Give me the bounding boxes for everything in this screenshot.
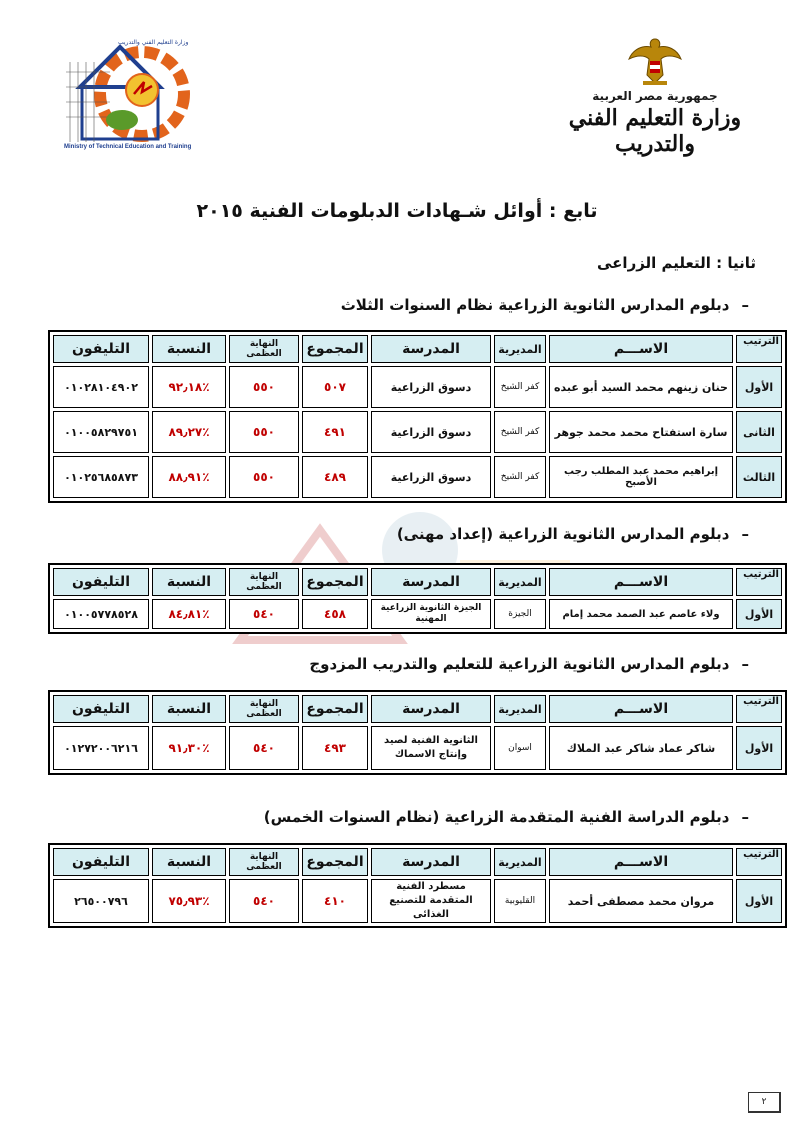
col-directorate: المديرية	[494, 335, 546, 363]
percent-cell: ٪٨٤٫٨١	[152, 599, 226, 629]
max-cell: ٥٤٠	[229, 879, 299, 923]
name-cell: مروان محمد مصطفى أحمد	[549, 879, 733, 923]
name-cell: إبراهيم محمد عبد المطلب رجب الأصبح	[549, 456, 733, 498]
school-cell: دسوق الزراعية	[371, 411, 491, 453]
phone-cell: ٠١٠٢٨١٠٤٩٠٢	[53, 366, 149, 408]
rank-cell: الأول	[736, 366, 782, 408]
col-school: المدرسة	[371, 568, 491, 596]
table-header-row	[53, 695, 782, 723]
ministry-name: وزارة التعليم الفني والتدريب	[568, 105, 742, 157]
ministry-technical-education-logo	[60, 32, 192, 152]
col-phone: التليفون	[53, 335, 149, 363]
diploma-title-2: –دبلوم المدارس الثانوية الزراعية (إعداد مهنى)	[396, 525, 749, 543]
rank-cell: الأول	[736, 879, 782, 923]
col-school: المدرسة	[371, 335, 491, 363]
col-school: المدرسة	[371, 848, 491, 876]
name-cell: سارة استفتاح محمد محمد جوهر	[549, 411, 733, 453]
phone-cell: ٠١٢٧٢٠٠٦٢١٦	[53, 726, 149, 770]
logo-caption-ar: وزارة التعليم الفني والتدريب	[118, 39, 189, 46]
col-max: النهاية العظمى	[229, 695, 299, 723]
school-cell: الثانوية الفنية لصيد وإنتاج الاسماك	[371, 726, 491, 770]
percent-cell: ٪٨٨٫٩١	[152, 456, 226, 498]
table-row	[53, 366, 782, 408]
col-total: المجموع	[302, 695, 368, 723]
total-cell: ٤٥٨	[302, 599, 368, 629]
name-cell: شاكر عماد شاكر عبد الملاك	[549, 726, 733, 770]
col-school: المدرسة	[371, 695, 491, 723]
directorate-cell: كفر الشيخ	[494, 411, 546, 453]
col-max: النهاية العظمى	[229, 848, 299, 876]
total-cell: ٥٠٧	[302, 366, 368, 408]
max-cell: ٥٥٠	[229, 411, 299, 453]
table-row	[53, 879, 782, 923]
directorate-cell: القليوبية	[494, 879, 546, 923]
max-cell: ٥٤٠	[229, 726, 299, 770]
egypt-emblem-block	[560, 35, 750, 157]
table-row	[53, 411, 782, 453]
school-cell: دسوق الزراعية	[371, 456, 491, 498]
page-title: تابع : أوائل شـهادات الدبلومات الفنية ٢٠١٥	[196, 200, 598, 222]
name-cell: حنان زينهم محمد السيد أبو عبده	[549, 366, 733, 408]
eagle-emblem-icon	[625, 35, 685, 87]
school-cell: الجيزة الثانوية الزراعية المهنية	[371, 599, 491, 629]
col-directorate: المديرية	[494, 695, 546, 723]
col-rank: الترتيب	[736, 568, 782, 596]
diploma-title-3: –دبلوم المدارس الثانوية الزراعية للتعليم والتدريب المزدوج	[309, 655, 749, 673]
col-rank: الترتيب	[736, 848, 782, 876]
total-cell: ٤٩٣	[302, 726, 368, 770]
col-total: المجموع	[302, 335, 368, 363]
phone-cell: ٢٦٥٠٠٧٩٦	[53, 879, 149, 923]
results-table-1	[48, 330, 787, 503]
col-rank: الترتيب	[736, 335, 782, 363]
results-table-3	[48, 690, 787, 775]
rank-cell: الأول	[736, 726, 782, 770]
table-row	[53, 599, 782, 629]
col-directorate: المديرية	[494, 848, 546, 876]
rank-cell: الثانى	[736, 411, 782, 453]
logo-caption-en: Ministry of Technical Education and Training	[64, 144, 192, 150]
diploma-title-1: –دبلوم المدارس الثانوية الزراعية نظام السنوات الثلاث	[340, 296, 749, 314]
col-total: المجموع	[302, 568, 368, 596]
results-table-4	[48, 843, 787, 928]
max-cell: ٥٤٠	[229, 599, 299, 629]
col-percent: النسبة	[152, 695, 226, 723]
republic-label: جمهورية مصر العربية	[592, 89, 718, 103]
table-header-row	[53, 848, 782, 876]
col-phone: التليفون	[53, 695, 149, 723]
diploma-title-4: –دبلوم الدراسة الفنية المتقدمة الزراعية (نظام السنوات الخمس)	[263, 808, 749, 826]
table-row	[53, 456, 782, 498]
rank-cell: الأول	[736, 599, 782, 629]
phone-cell: ٠١٠٢٥٦٨٥٨٧٣	[53, 456, 149, 498]
phone-cell: ٠١٠٠٥٧٧٨٥٢٨	[53, 599, 149, 629]
col-phone: التليفون	[53, 848, 149, 876]
max-cell: ٥٥٠	[229, 456, 299, 498]
percent-cell: ٪٩١٫٣٠	[152, 726, 226, 770]
col-max: النهاية العظمى	[229, 335, 299, 363]
page-number: ٢	[748, 1092, 781, 1113]
total-cell: ٤١٠	[302, 879, 368, 923]
directorate-cell: كفر الشيخ	[494, 366, 546, 408]
col-rank: الترتيب	[736, 695, 782, 723]
phone-cell: ٠١٠٠٥٨٢٩٧٥١	[53, 411, 149, 453]
percent-cell: ٪٩٢٫١٨	[152, 366, 226, 408]
col-percent: النسبة	[152, 848, 226, 876]
col-name: الاســـم	[549, 848, 733, 876]
results-table-2	[48, 563, 787, 634]
col-name: الاســـم	[549, 335, 733, 363]
school-cell: مسطرد الفنية المتقدمة للتصنيع الغذائى	[371, 879, 491, 923]
section-title: ثانيا : التعليم الزراعى	[597, 254, 756, 272]
col-total: المجموع	[302, 848, 368, 876]
table-row	[53, 726, 782, 770]
directorate-cell: الجيزة	[494, 599, 546, 629]
directorate-cell: اسوان	[494, 726, 546, 770]
col-directorate: المديرية	[494, 568, 546, 596]
name-cell: ولاء عاصم عبد الصمد محمد إمام	[549, 599, 733, 629]
table-header-row	[53, 568, 782, 596]
percent-cell: ٪٨٩٫٢٧	[152, 411, 226, 453]
col-phone: التليفون	[53, 568, 149, 596]
school-cell: دسوق الزراعية	[371, 366, 491, 408]
directorate-cell: كفر الشيخ	[494, 456, 546, 498]
col-max: النهاية العظمى	[229, 568, 299, 596]
col-name: الاســـم	[549, 568, 733, 596]
col-percent: النسبة	[152, 568, 226, 596]
rank-cell: الثالث	[736, 456, 782, 498]
max-cell: ٥٥٠	[229, 366, 299, 408]
total-cell: ٤٩١	[302, 411, 368, 453]
total-cell: ٤٨٩	[302, 456, 368, 498]
col-percent: النسبة	[152, 335, 226, 363]
col-name: الاســـم	[549, 695, 733, 723]
percent-cell: ٪٧٥٫٩٣	[152, 879, 226, 923]
table-header-row	[53, 335, 782, 363]
